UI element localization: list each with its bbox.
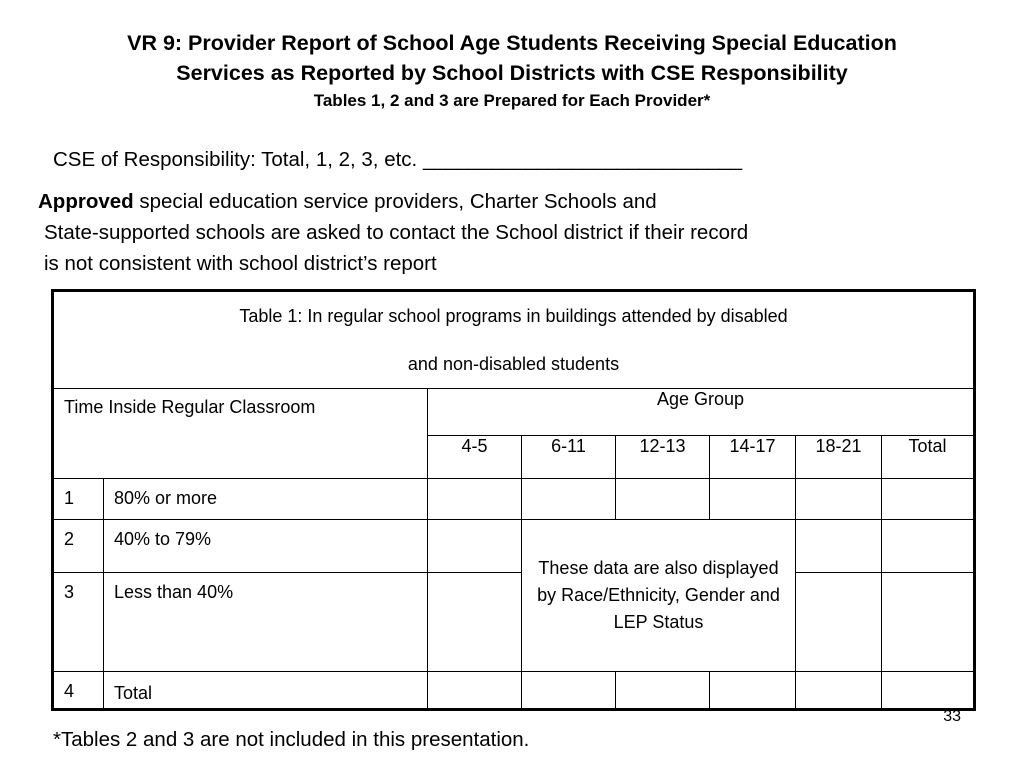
provider-note-line-3: is not consistent with school district’s report: [44, 252, 437, 275]
provider-note-line-1-text: special education service providers, Charter Schools and: [133, 190, 657, 213]
row-number: 4: [53, 672, 104, 710]
data-cell: [710, 479, 796, 520]
demographics-note: These data are also displayed by Race/Ethnicity, Gender and LEP Status: [522, 520, 796, 672]
data-cell: [882, 672, 975, 710]
age-group-14-17: 14-17: [710, 436, 796, 479]
row-number: 2: [53, 520, 104, 573]
report-title: [0, 28, 1024, 88]
age-group-header: Age Group: [428, 389, 975, 436]
row-label: Less than 40%: [104, 573, 428, 672]
data-cell: [428, 479, 522, 520]
age-group-total: Total: [882, 436, 975, 479]
row-label: 40% to 79%: [104, 520, 428, 573]
age-group-6-11: 6-11: [522, 436, 616, 479]
footnote: *Tables 2 and 3 are not included in this presentation.: [53, 728, 530, 751]
data-cell: [428, 672, 522, 710]
data-cell: [616, 479, 710, 520]
age-group-4-5: 4-5: [428, 436, 522, 479]
cse-responsibility-line: CSE of Responsibility: Total, 1, 2, 3, etc. ____________________________: [53, 148, 743, 171]
data-cell: [616, 672, 710, 710]
provider-note-line-2: State-supported schools are asked to contact the School district if their record: [44, 221, 749, 244]
table-1: [51, 289, 976, 711]
data-cell: [882, 479, 975, 520]
report-title-line-2: Services as Reported by School Districts with CSE Responsibility: [176, 61, 848, 85]
data-cell: [796, 479, 882, 520]
provider-note: [38, 186, 748, 279]
data-cell: [522, 479, 616, 520]
age-group-12-13: 12-13: [616, 436, 710, 479]
row-number: 3: [53, 573, 104, 672]
approved-emphasis: Approved: [38, 190, 134, 213]
page-number: 33: [943, 708, 961, 725]
data-cell: [796, 573, 882, 672]
table-caption-line-1: Table 1: In regular school programs in buildings attended by disabled: [239, 306, 788, 326]
row-label: 80% or more: [104, 479, 428, 520]
row-label: Total: [104, 672, 428, 710]
data-cell: [428, 520, 522, 573]
data-cell: [882, 520, 975, 573]
data-cell: [428, 573, 522, 672]
report-subtitle: Tables 1, 2 and 3 are Prepared for Each Provider*: [313, 91, 711, 110]
provider-note-line-1: [38, 186, 748, 217]
table-caption: [53, 291, 975, 389]
data-cell: [796, 672, 882, 710]
data-cell: [522, 672, 616, 710]
data-cell: [796, 520, 882, 573]
age-group-18-21: 18-21: [796, 436, 882, 479]
data-cell: [710, 672, 796, 710]
table-caption-line-2: and non-disabled students: [407, 354, 620, 374]
row-number: 1: [53, 479, 104, 520]
data-cell: [882, 573, 975, 672]
report-title-line-1: VR 9: Provider Report of School Age Students Receiving Special Education: [127, 31, 897, 55]
time-inside-header: Time Inside Regular Classroom: [53, 389, 428, 479]
